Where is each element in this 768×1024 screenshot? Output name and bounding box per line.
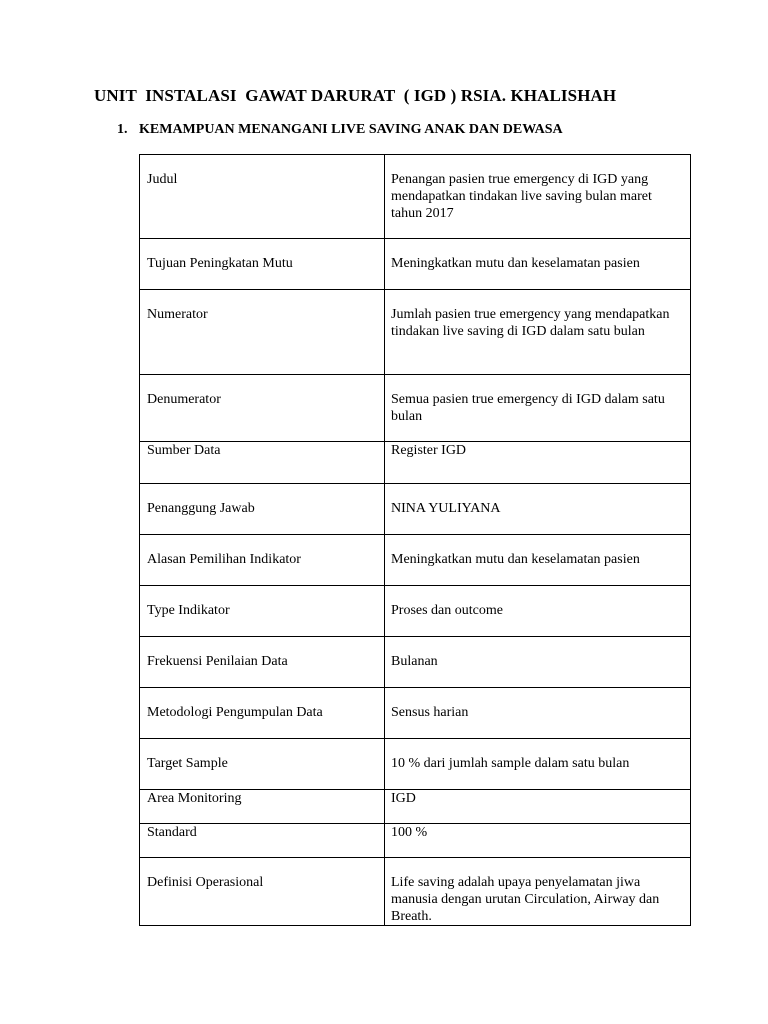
row-value-cell — [385, 858, 691, 926]
row-value-cell — [385, 688, 691, 739]
row-label-cell — [140, 739, 385, 790]
row-label-cell — [140, 239, 385, 290]
row-label: Penanggung Jawab — [147, 501, 255, 516]
row-label-cell — [140, 484, 385, 535]
row-label: Area Monitoring — [147, 791, 242, 806]
row-label-cell — [140, 290, 385, 375]
row-value-cell — [385, 739, 691, 790]
row-value-cell — [385, 535, 691, 586]
row-value: NINA YULIYANA — [391, 501, 501, 516]
table-row — [140, 586, 691, 637]
table-row — [140, 375, 691, 442]
row-value-cell — [385, 484, 691, 535]
table-row — [140, 155, 691, 239]
row-label: Definisi Operasional — [147, 875, 264, 890]
row-label: Sumber Data — [147, 443, 221, 458]
row-value-cell — [385, 290, 691, 375]
table-row — [140, 484, 691, 535]
table-row — [140, 637, 691, 688]
row-label: Judul — [147, 172, 178, 187]
row-label: Target Sample — [147, 756, 228, 771]
row-value: Register IGD — [391, 443, 467, 458]
document-title: UNIT INSTALASI GAWAT DARURAT ( IGD ) RSIA. KHALISHAH — [94, 86, 617, 105]
row-label: Metodologi Pengumpulan Data — [147, 705, 323, 720]
table-row — [140, 239, 691, 290]
row-value: 100 % — [391, 825, 428, 840]
row-value-cell — [385, 824, 691, 858]
table-row — [140, 688, 691, 739]
table-row — [140, 790, 691, 824]
section-heading — [117, 122, 563, 138]
row-label: Tujuan Peningkatan Mutu — [147, 256, 293, 271]
row-value-cell — [385, 790, 691, 824]
table-row — [140, 824, 691, 858]
table-row — [140, 442, 691, 484]
row-label: Standard — [147, 825, 197, 840]
table-row — [140, 858, 691, 926]
row-value: Jumlah pasien true emergency yang mendapatkan tindakan live saving di IGD dalam satu bulan — [391, 307, 670, 339]
row-label: Type Indikator — [147, 603, 230, 618]
row-value: Meningkatkan mutu dan keselamatan pasien — [391, 256, 640, 271]
row-value: Penangan pasien true emergency di IGD yang mendapatkan tindakan live saving bulan maret tahun 2017 — [391, 172, 652, 221]
row-label-cell — [140, 442, 385, 484]
row-label: Denumerator — [147, 392, 221, 407]
row-label-cell — [140, 790, 385, 824]
row-label-cell — [140, 586, 385, 637]
row-label-cell — [140, 535, 385, 586]
row-value-cell — [385, 239, 691, 290]
row-value: Bulanan — [391, 654, 438, 669]
row-label-cell — [140, 858, 385, 926]
row-value: Proses dan outcome — [391, 603, 503, 618]
row-value: IGD — [391, 791, 416, 806]
row-label-cell — [140, 637, 385, 688]
row-label-cell — [140, 688, 385, 739]
row-label-cell — [140, 155, 385, 239]
indicator-table — [139, 154, 691, 926]
row-value-cell — [385, 155, 691, 239]
row-label: Alasan Pemilihan Indikator — [147, 552, 301, 567]
row-value-cell — [385, 375, 691, 442]
section-heading-text: KEMAMPUAN MENANGANI LIVE SAVING ANAK DAN DEWASA — [139, 122, 563, 137]
table-row — [140, 535, 691, 586]
table-row — [140, 739, 691, 790]
section-number: 1. — [117, 122, 128, 137]
row-label: Frekuensi Penilaian Data — [147, 654, 288, 669]
row-label-cell — [140, 375, 385, 442]
row-value: Meningkatkan mutu dan keselamatan pasien — [391, 552, 640, 567]
table-row — [140, 290, 691, 375]
row-label: Numerator — [147, 307, 208, 322]
row-value-cell — [385, 586, 691, 637]
row-value: Semua pasien true emergency di IGD dalam satu bulan — [391, 392, 665, 424]
row-value-cell — [385, 637, 691, 688]
row-value: 10 % dari jumlah sample dalam satu bulan — [391, 756, 630, 771]
row-value: Life saving adalah upaya penyelamatan jiwa manusia dengan urutan Circulation, Airway dan Breath. — [391, 875, 660, 924]
row-value: Sensus harian — [391, 705, 469, 720]
row-label-cell — [140, 824, 385, 858]
row-value-cell — [385, 442, 691, 484]
